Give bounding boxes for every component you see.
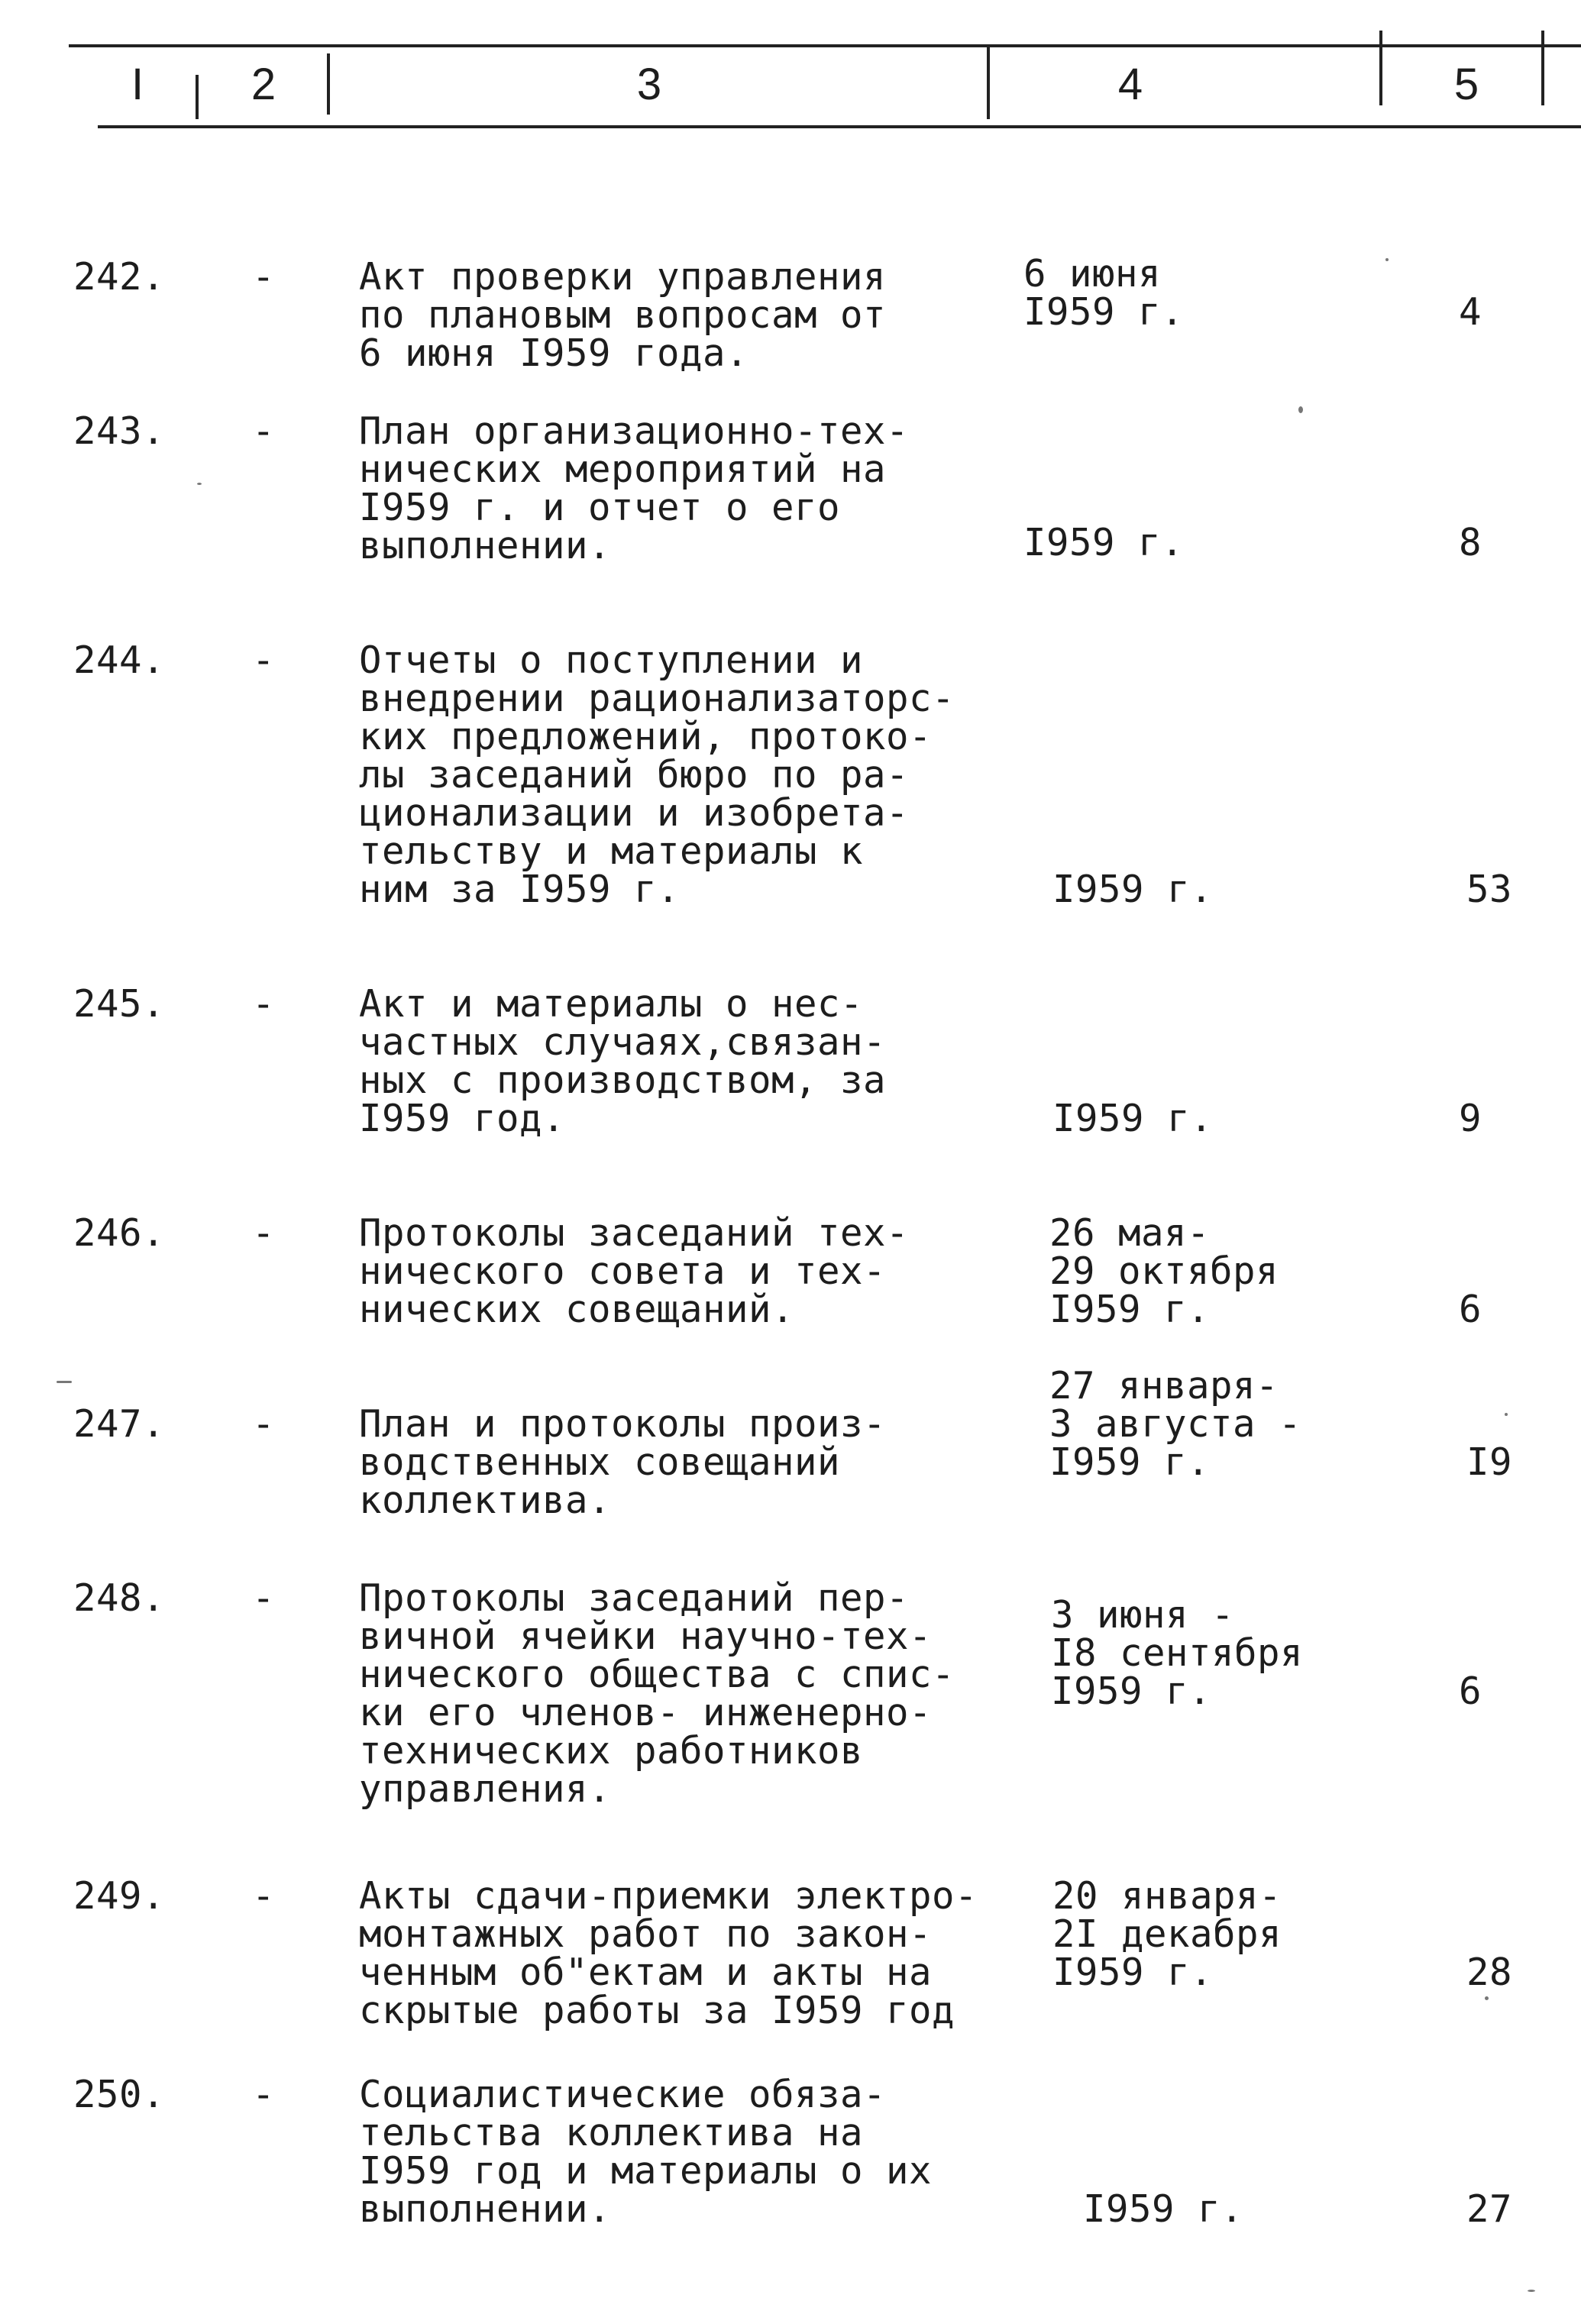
row-index-dash: - — [252, 1211, 276, 1255]
row-date-line: 6 июня — [1023, 252, 1162, 296]
header-separator-5 — [1541, 31, 1544, 105]
header-separator-4 — [1379, 31, 1382, 105]
row-index-dash: - — [252, 255, 276, 299]
row-title-line: I959 год. — [359, 1097, 566, 1140]
row-title-line: скрытые работы за I959 год — [359, 1989, 955, 2032]
row-title-line: управления. — [359, 1767, 612, 1811]
row-date-line: I959 г. — [1052, 868, 1214, 911]
row-sheet-count: 8 — [1458, 521, 1482, 564]
header-separator-1 — [196, 75, 199, 119]
header-bottom-rule — [98, 125, 1581, 128]
row-index-dash: - — [252, 1874, 276, 1918]
row-number: 244. — [73, 638, 166, 682]
row-title-line: выполнении. — [359, 2187, 612, 2231]
row-title-line: I959 год и материалы о их — [359, 2149, 933, 2193]
row-index-dash: - — [252, 409, 276, 453]
row-title-line: нических мероприятий на — [359, 448, 887, 491]
row-date-line: I8 сентября — [1051, 1631, 1304, 1675]
row-title-line: План и протоколы произ- — [359, 1402, 887, 1446]
row-index-dash: - — [252, 1576, 276, 1620]
row-date-line: I959 г. — [1049, 1440, 1211, 1484]
row-title-line: ченным об"ектам и акты на — [359, 1951, 933, 1994]
row-date-line: 3 июня - — [1051, 1593, 1235, 1637]
row-title-line: по плановым вопросам от — [359, 293, 887, 337]
row-title-line: I959 г. и отчет о его — [359, 486, 841, 529]
header-top-rule — [69, 44, 1581, 47]
scan-speck — [1505, 1413, 1508, 1416]
row-date-line: I959 г. — [1051, 1669, 1212, 1713]
row-title-line: Социалистические обяза- — [359, 2073, 887, 2116]
row-date-line: I959 г. — [1083, 2187, 1244, 2231]
row-title-line: нических совещаний. — [359, 1288, 795, 1331]
column-header-1: I — [131, 60, 144, 109]
row-index-dash: - — [252, 1402, 276, 1446]
row-title-line: Протоколы заседаний тех- — [359, 1211, 910, 1255]
scan-speck — [57, 1381, 72, 1383]
row-sheet-count: I9 — [1466, 1440, 1512, 1484]
row-title-line: технических работников — [359, 1729, 864, 1773]
row-date-line: I959 г. — [1052, 1951, 1214, 1994]
row-title-line: тельства коллектива на — [359, 2111, 864, 2154]
column-header-2: 2 — [251, 60, 276, 109]
row-number: 249. — [73, 1874, 166, 1918]
column-header-3: 3 — [636, 60, 662, 109]
row-sheet-count: 6 — [1458, 1288, 1482, 1331]
row-title-line: монтажных работ по закон- — [359, 1912, 933, 1956]
row-title-line: водственных совещаний — [359, 1440, 841, 1484]
scan-speck — [1298, 406, 1303, 413]
row-title-line: ки его членов- инженерно- — [359, 1691, 933, 1734]
row-title-line: Акты сдачи-приемки электро- — [359, 1874, 978, 1918]
row-number: 245. — [73, 982, 166, 1026]
scan-speck — [1385, 258, 1389, 261]
row-number: 248. — [73, 1576, 166, 1620]
column-header-5: 5 — [1453, 60, 1479, 109]
row-sheet-count: 27 — [1466, 2187, 1512, 2231]
row-number: 246. — [73, 1211, 166, 1255]
row-title-line: ним за I959 г. — [359, 868, 681, 911]
scan-speck — [1528, 2290, 1535, 2292]
row-sheet-count: 53 — [1466, 868, 1512, 911]
row-title-line: 6 июня I959 года. — [359, 331, 749, 375]
row-date-line: 2I декабря — [1052, 1912, 1282, 1956]
row-title-line: нического общества с спис- — [359, 1653, 955, 1696]
row-sheet-count: 4 — [1458, 290, 1482, 334]
row-title-line: Акт и материалы о нес- — [359, 982, 864, 1026]
row-title-line: ких предложений, протоко- — [359, 715, 933, 758]
header-separator-3 — [987, 46, 990, 119]
row-index-dash: - — [252, 982, 276, 1026]
row-title-line: внедрении рационализаторс- — [359, 677, 955, 720]
header-separator-2 — [327, 53, 330, 115]
row-sheet-count: 6 — [1458, 1669, 1482, 1713]
row-title-line: ных с производством, за — [359, 1059, 887, 1102]
row-title-line: вичной ячейки научно-тех- — [359, 1615, 933, 1658]
row-title-line: тельству и материалы к — [359, 829, 864, 873]
row-title-line: лы заседаний бюро по ра- — [359, 753, 910, 797]
row-date-line: 3 августа - — [1049, 1402, 1302, 1446]
row-title-line: частных случаях,связан- — [359, 1020, 887, 1064]
row-index-dash: - — [252, 638, 276, 682]
row-date-line: 20 января- — [1052, 1874, 1282, 1918]
row-sheet-count: 28 — [1466, 1951, 1512, 1994]
row-title-line: План организационно-тех- — [359, 409, 910, 453]
row-date-line: I959 г. — [1023, 521, 1185, 564]
scan-speck — [1485, 1996, 1489, 2000]
row-number: 247. — [73, 1402, 166, 1446]
row-date-line: 26 мая- — [1049, 1211, 1211, 1255]
row-date-line: 29 октября — [1049, 1249, 1279, 1293]
row-date-line: I959 г. — [1052, 1097, 1214, 1140]
row-date-line: I959 г. — [1023, 290, 1185, 334]
row-title-line: ционализации и изобрета- — [359, 791, 910, 835]
row-title-line: Отчеты о поступлении и — [359, 638, 864, 682]
scan-speck — [197, 483, 202, 485]
row-title-line: выполнении. — [359, 524, 612, 567]
row-title-line: коллектива. — [359, 1479, 612, 1522]
row-number: 242. — [73, 255, 166, 299]
row-date-line: 27 января- — [1049, 1364, 1279, 1408]
row-title-line: Протоколы заседаний пер- — [359, 1576, 910, 1620]
row-number: 243. — [73, 409, 166, 453]
row-sheet-count: 9 — [1458, 1097, 1482, 1140]
row-date-line: I959 г. — [1049, 1288, 1211, 1331]
column-header-4: 4 — [1117, 60, 1143, 109]
row-index-dash: - — [252, 2073, 276, 2116]
row-title-line: Акт проверки управления — [359, 255, 887, 299]
row-number: 250. — [73, 2073, 166, 2116]
row-title-line: нического совета и тех- — [359, 1249, 887, 1293]
